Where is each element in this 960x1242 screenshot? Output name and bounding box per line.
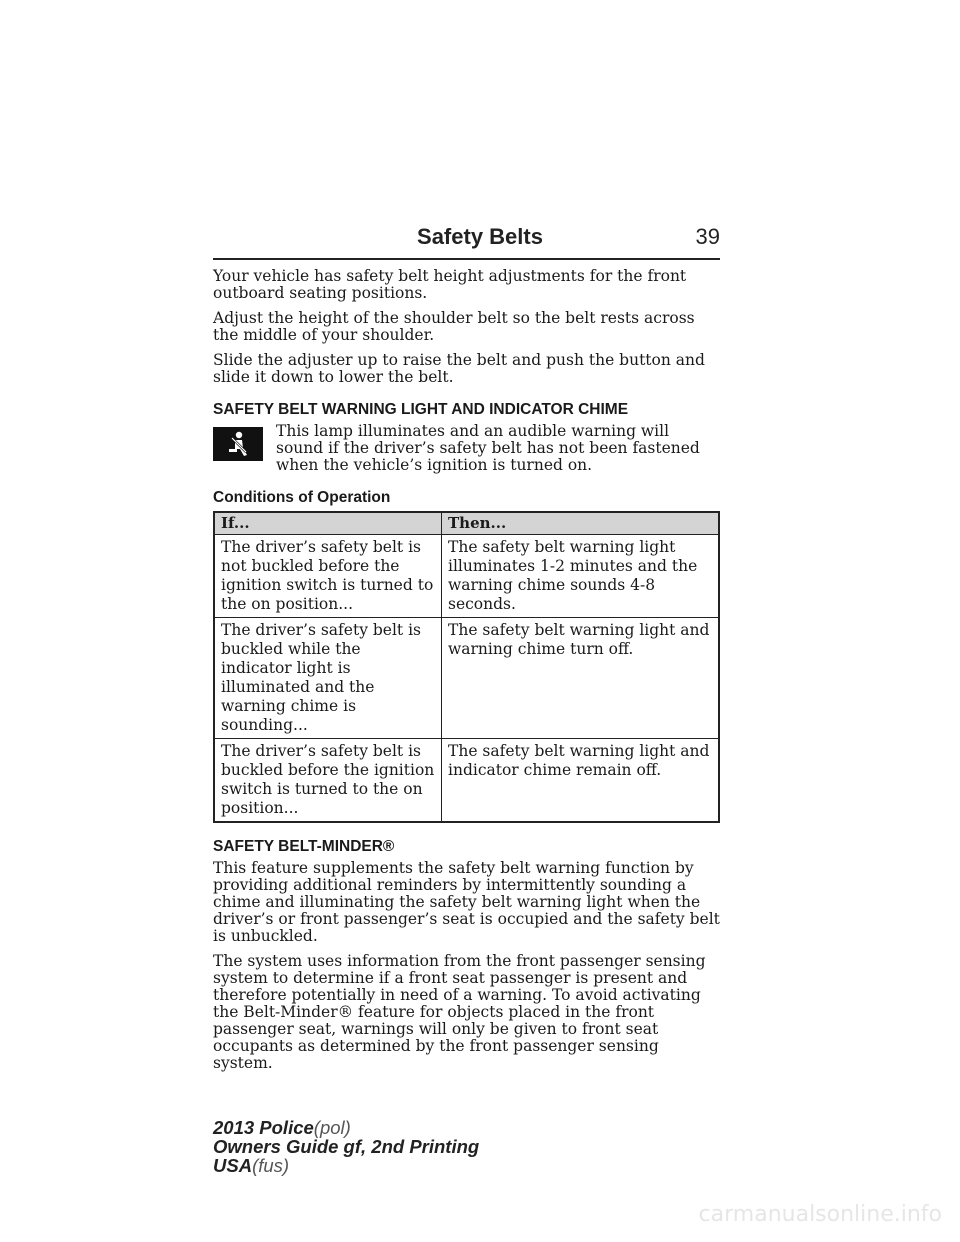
intro-paragraph-3: Slide the adjuster up to raise the belt and push the button and slide it down to lower the belt.	[213, 351, 705, 386]
beltminder-paragraph-1: This feature supplements the safety belt warning function by providing additional reminders by intermittently sounding a chime and illuminating the safety belt warning light when the driver’s or front passenger’s seat is occupied and the safety belt is unbuckled.	[213, 859, 720, 945]
table-cell-then: The safety belt warning light and indicator chime remain off.	[442, 739, 720, 823]
intro-paragraph-1: Your vehicle has safety belt height adjustments for the front outboard seating positions.	[213, 267, 687, 302]
beltminder-heading: SAFETY BELT-MINDER®	[213, 838, 395, 855]
table-cell-then: The safety belt warning light illuminates 1-2 minutes and the warning chime sounds 4-8 seconds.	[442, 535, 720, 618]
table-header-row	[214, 512, 719, 535]
page-content	[213, 268, 720, 1080]
footer-line-1	[213, 1118, 479, 1137]
table-cell-then: The safety belt warning light and warning chime turn off.	[442, 618, 720, 739]
footer-line-2	[213, 1137, 479, 1156]
table-row	[214, 618, 719, 739]
table-cell-if: The driver’s safety belt is buckled before the ignition switch is turned to the on position...	[214, 739, 442, 823]
table-row	[214, 535, 719, 618]
page-number: 39	[695, 224, 720, 249]
column-header-then: Then...	[442, 512, 720, 535]
warning-text: This lamp illuminates and an audible warning will sound if the driver’s safety belt has not been fastened when the vehicle’s ignition is turned on.	[276, 422, 700, 474]
header-rule	[213, 258, 720, 260]
conditions-heading: Conditions of Operation	[213, 489, 391, 506]
watermark: carmanualsonline.info	[698, 1202, 942, 1227]
footer-market-code: (fus)	[252, 1155, 290, 1176]
page-title: Safety Belts	[417, 224, 543, 249]
seatbelt-warning-icon	[213, 427, 263, 461]
footer	[213, 1118, 479, 1175]
warning-heading: SAFETY BELT WARNING LIGHT AND INDICATOR CHIME	[213, 401, 629, 418]
intro-paragraph-2: Adjust the height of the shoulder belt so the belt rests across the middle of your shoulder.	[213, 309, 695, 344]
table-cell-if: The driver’s safety belt is not buckled before the ignition switch is turned to the on position...	[214, 535, 442, 618]
conditions-table	[213, 511, 720, 823]
beltminder-paragraph-2: The system uses information from the front passenger sensing system to determine if a front seat passenger is present and therefore potentially in need of a warning. To avoid activating the Belt-Minder® feature for objects placed in the front passenger seat, warnings will only be given to front seat occupants as determined by the front passenger sensing system.	[213, 952, 706, 1072]
footer-line-3	[213, 1156, 479, 1175]
footer-market: USA	[213, 1155, 253, 1176]
column-header-if: If...	[214, 512, 442, 535]
table-row	[214, 739, 719, 823]
footer-guide: Owners Guide gf, 2nd Printing	[213, 1136, 480, 1157]
footer-model: 2013 Police	[213, 1117, 314, 1138]
table-cell-if: The driver’s safety belt is buckled while the indicator light is illuminated and the warning chime is sounding...	[214, 618, 442, 739]
warning-row	[213, 423, 720, 474]
footer-model-code: (pol)	[313, 1117, 351, 1138]
